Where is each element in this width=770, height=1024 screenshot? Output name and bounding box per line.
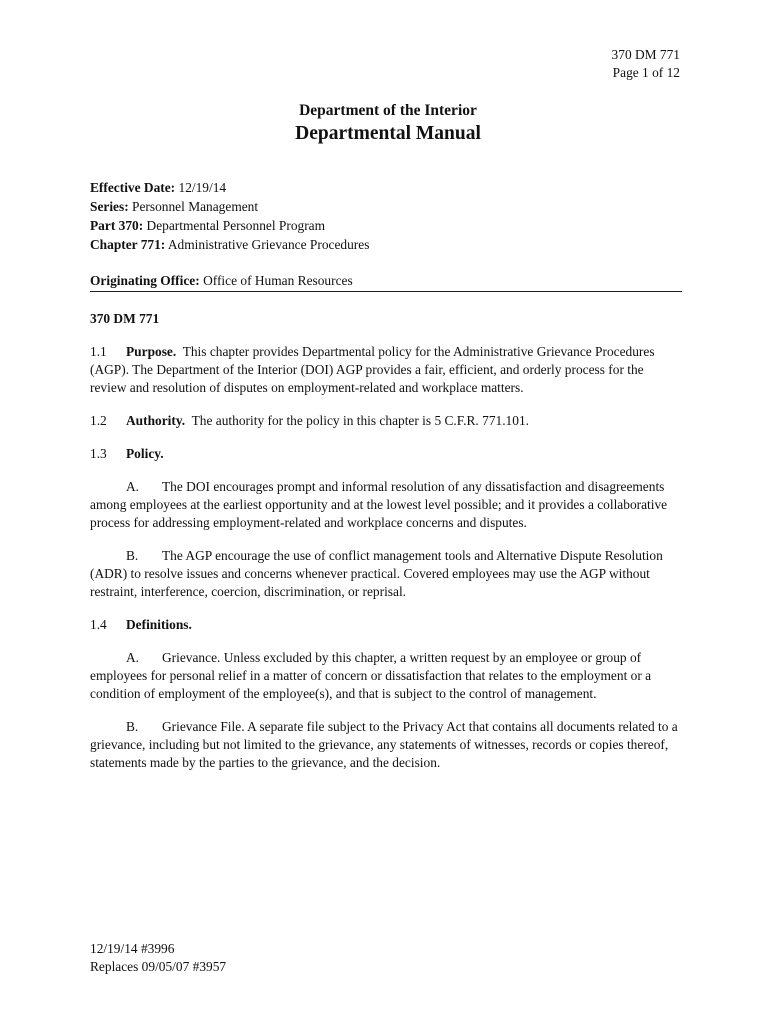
subsection-letter: B. xyxy=(126,719,139,734)
subsection-text: Grievance File. A separate file subject to the Privacy Act that contains all documents related to a grievance, including but not limited to the grievance, any statements of witnesses, records or copies thereof, statements made by the parties to the grievance, and the decision. xyxy=(90,719,678,770)
effective-date-line xyxy=(90,178,682,197)
part-label: Part 370: xyxy=(90,218,144,233)
effective-date-label: Effective Date: xyxy=(90,180,176,195)
section-1-4 xyxy=(90,616,682,634)
section-title: Definitions. xyxy=(126,617,192,632)
page-footer xyxy=(90,940,226,976)
subsection-letter: A. xyxy=(126,479,140,494)
manual-title: Departmental Manual xyxy=(295,123,481,144)
metadata-block xyxy=(90,178,682,254)
section-1-1 xyxy=(90,343,682,397)
section-1-3 xyxy=(90,445,682,463)
section-1-2 xyxy=(90,412,682,430)
chapter-label: Chapter 771: xyxy=(90,237,166,252)
subsection-letter: A. xyxy=(126,650,140,665)
section-title: Authority. xyxy=(126,413,186,428)
section-1-4-a xyxy=(90,649,682,703)
section-title: Purpose. xyxy=(126,344,177,359)
chapter-value: Administrative Grievance Procedures xyxy=(167,237,370,252)
document-body xyxy=(90,310,682,787)
section-1-4-b xyxy=(90,718,682,772)
originating-office-line xyxy=(90,271,682,292)
document-id-block xyxy=(612,46,680,82)
title-block xyxy=(0,101,770,147)
footer-release-line: 12/19/14 #3996 xyxy=(90,941,175,956)
series-value: Personnel Management xyxy=(132,199,259,214)
section-number: 1.3 xyxy=(90,446,107,461)
section-text: This chapter provides Departmental policy for the Administrative Grievance Procedures (AGP). The Department of the Interior (DOI) AGP provides a fair, efficient, and orderly process for the review and resolution of disputes on employment-related and workplace matters. xyxy=(90,344,655,395)
section-1-3-b xyxy=(90,547,682,601)
document-id: 370 DM 771 xyxy=(611,47,680,62)
footer-replaces-line: Replaces 09/05/07 #3957 xyxy=(90,959,227,974)
section-number: 1.4 xyxy=(90,617,107,632)
section-number: 1.2 xyxy=(90,413,107,428)
page-number: Page 1 of 12 xyxy=(612,65,680,80)
section-number: 1.1 xyxy=(90,344,107,359)
department-title: Department of the Interior xyxy=(299,102,477,119)
chapter-line xyxy=(90,235,682,254)
section-text: The authority for the policy in this chapter is 5 C.F.R. 771.101. xyxy=(191,413,529,428)
subsection-text: Grievance. Unless excluded by this chapter, a written request by an employee or group of employees for personal relief in a matter of concern or dissatisfaction that relates to the employment or a condition of employment of the employee(s), and that is subject to the control of management. xyxy=(90,650,652,701)
part-value: Departmental Personnel Program xyxy=(146,218,326,233)
section-title: Policy. xyxy=(126,446,164,461)
subsection-text: The AGP encourage the use of conflict management tools and Alternative Dispute Resolution (ADR) to resolve issues and concerns whenever practical. Covered employees may use the AGP without restraint, interference, coercion, discrimination, or reprisal. xyxy=(90,548,663,599)
subsection-text: The DOI encourages prompt and informal resolution of any dissatisfaction and disagreements among employees at the earliest opportunity and at the lowest level possible; and it provides a collaborative process for addressing employment-related and workplace concerns and disputes. xyxy=(90,479,668,530)
section-1-3-a xyxy=(90,478,682,532)
originating-office-label: Originating Office: xyxy=(90,273,200,288)
part-line xyxy=(90,216,682,235)
chapter-number-heading: 370 DM 771 xyxy=(90,311,160,326)
effective-date-value: 12/19/14 xyxy=(178,180,227,195)
originating-office-value: Office of Human Resources xyxy=(203,273,353,288)
series-label: Series: xyxy=(90,199,129,214)
series-line xyxy=(90,197,682,216)
subsection-letter: B. xyxy=(126,548,139,563)
